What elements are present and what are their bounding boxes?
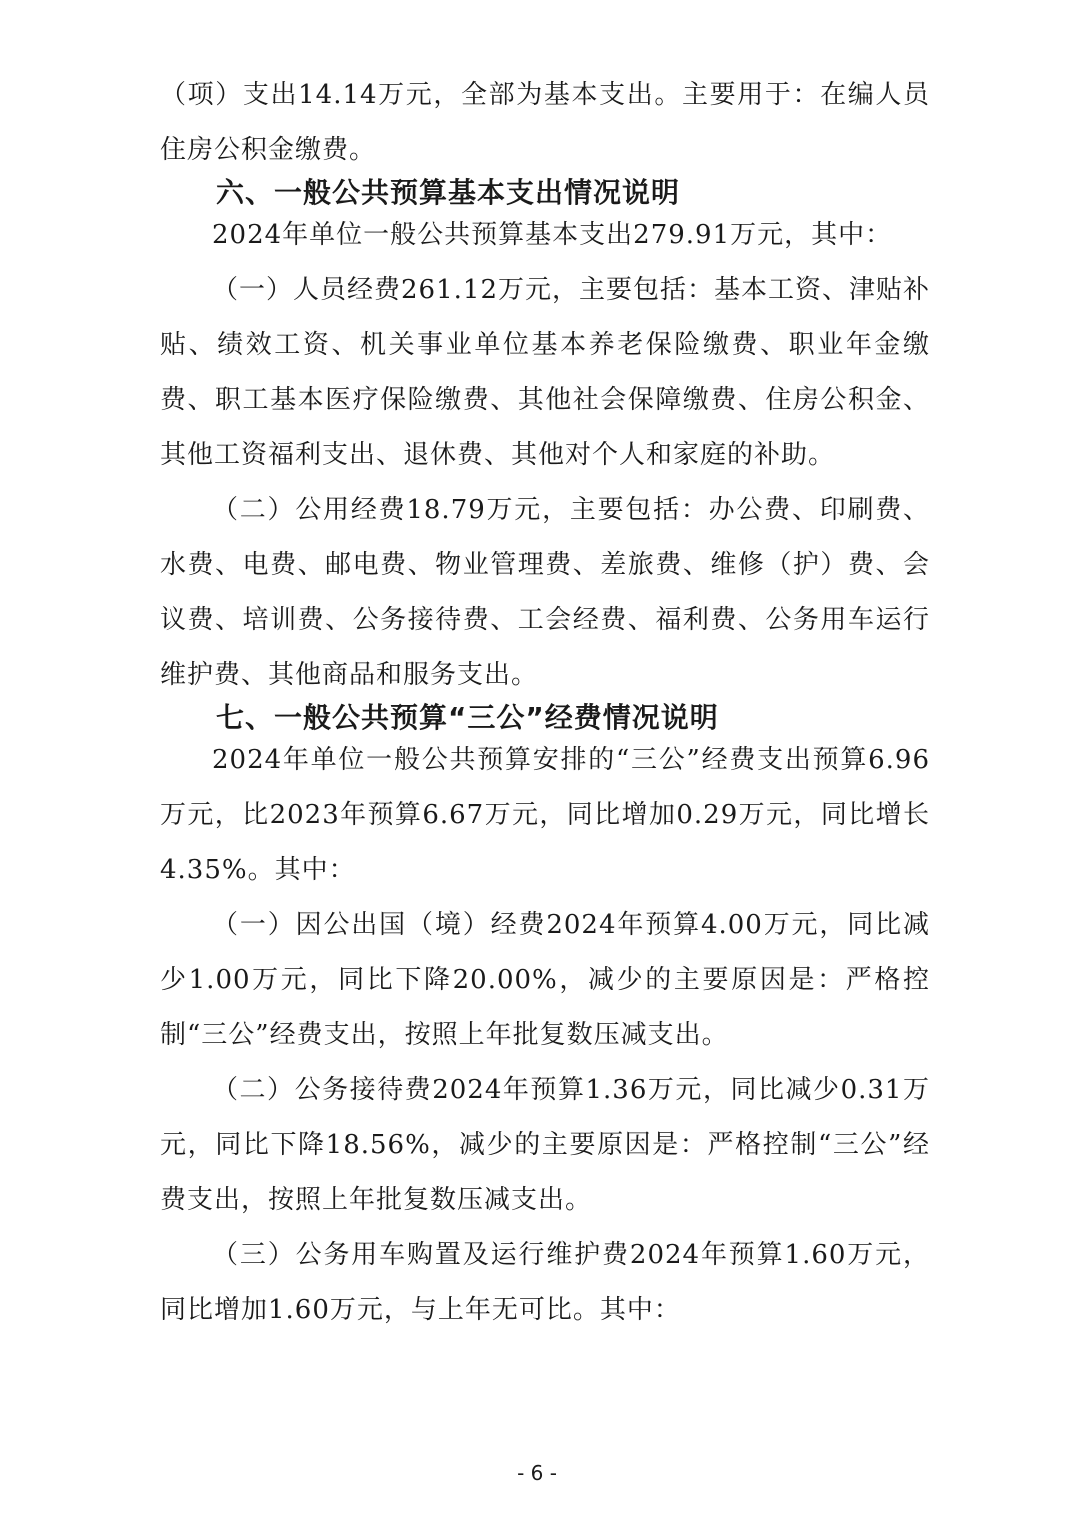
section-7-heading: 七、一般公共预算“三公”经费情况说明 bbox=[216, 701, 719, 734]
section-7-paragraph-1: 2024年单位一般公共预算安排的“三公”经费支出预算6.96万元，比2023年预算6.67万元，同比增加0.29万元，同比增长4.35%。其中： bbox=[160, 745, 930, 885]
section-6-paragraph-3: （二）公用经费18.79万元，主要包括：办公费、印刷费、水费、电费、邮电费、物业管理费、差旅费、维修（护）费、会议费、培训费、公务接待费、工会经费、福利费、公务用车运行维护费、其他商品和服务支出。 bbox=[160, 495, 930, 690]
section-7-paragraph-4: （三）公务用车购置及运行维护费2024年预算1.60万元，同比增加1.60万元，与上年无可比。其中： bbox=[160, 1240, 930, 1325]
section-6-paragraph-2: （一）人员经费261.12万元，主要包括：基本工资、津贴补贴、绩效工资、机关事业单位基本养老保险缴费、职业年金缴费、职工基本医疗保险缴费、其他社会保障缴费、住房公积金、其他工资福利支出、退休费、其他对个人和家庭的补助。 bbox=[160, 275, 930, 470]
section-6-heading: 六、一般公共预算基本支出情况说明 bbox=[216, 176, 681, 209]
page-number: - 6 - bbox=[517, 1461, 557, 1485]
section-7-paragraph-2: （一）因公出国（境）经费2024年预算4.00万元，同比减少1.00万元，同比下降20.00%，减少的主要原因是：严格控制“三公”经费支出，按照上年批复数压减支出。 bbox=[160, 910, 930, 1050]
section-7-paragraph-3: （二）公务接待费2024年预算1.36万元，同比减少0.31万元，同比下降18.56%，减少的主要原因是：严格控制“三公”经费支出，按照上年批复数压减支出。 bbox=[160, 1075, 930, 1215]
intro-paragraph: （项）支出14.14万元，全部为基本支出。主要用于：在编人员住房公积金缴费。 bbox=[160, 80, 930, 165]
section-6-paragraph-1: 2024年单位一般公共预算基本支出279.91万元，其中： bbox=[212, 220, 893, 250]
document-body bbox=[160, 68, 930, 1338]
